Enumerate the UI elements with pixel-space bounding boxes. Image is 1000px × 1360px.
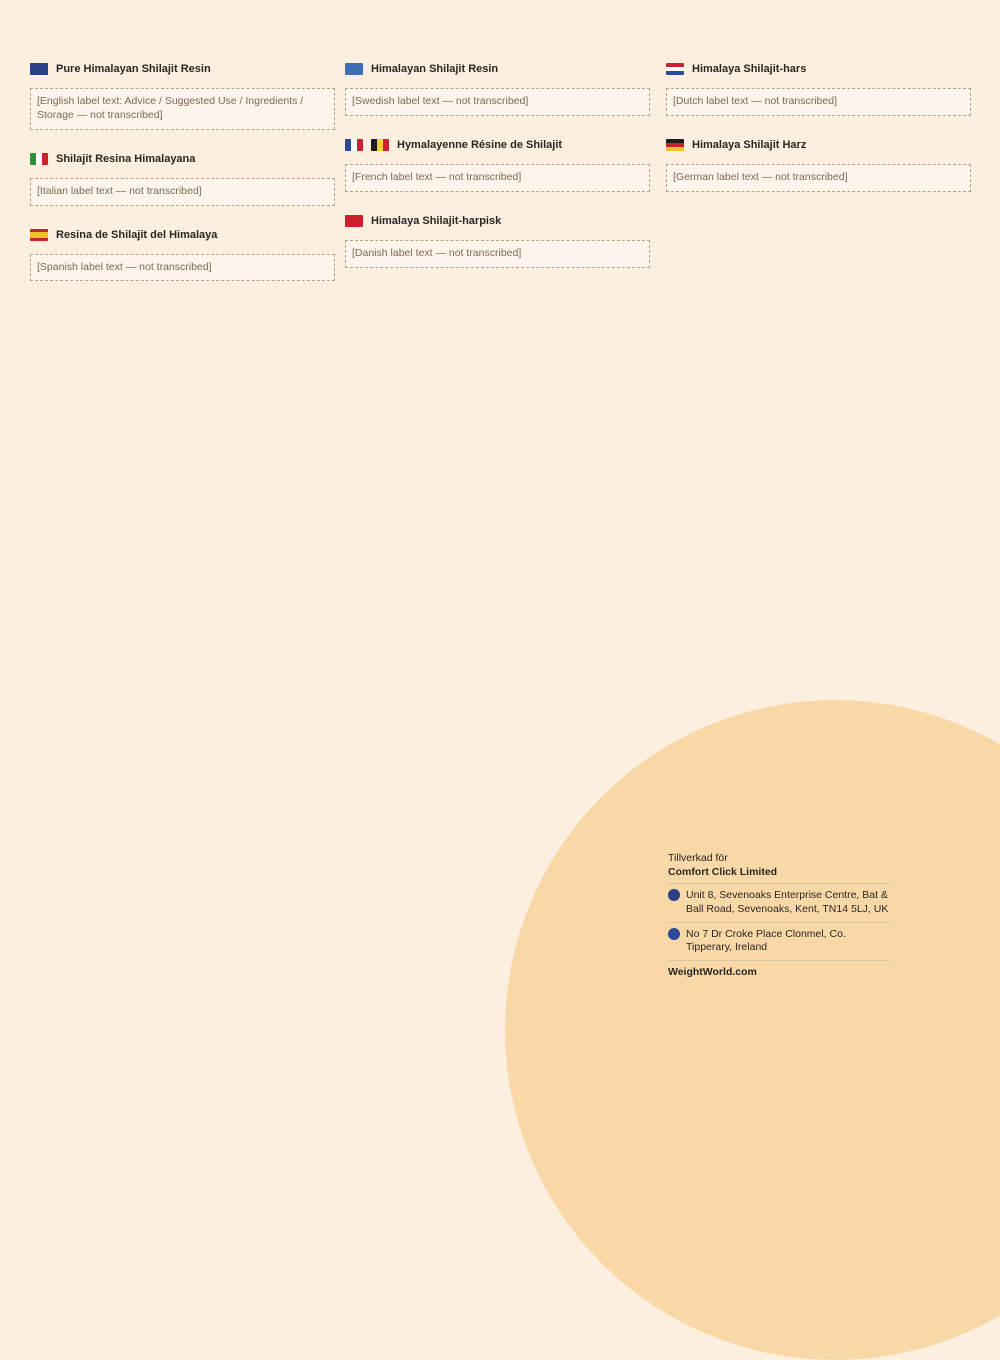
section-body: [Dutch label text — not transcribed] [666,88,971,116]
column-right [666,62,971,214]
italy-flag-icon [30,153,48,165]
decorative-circle [505,700,1000,1360]
spain-flag-icon [30,229,48,241]
sweden-flag-icon [345,63,363,75]
uk-flag-icon [30,63,48,75]
section-title: Himalayan Shilajit Resin [371,63,499,75]
section-french [345,138,650,192]
section-italian [30,152,335,206]
manufacturer-name: Comfort Click Limited [668,865,778,878]
section-title: Pure Himalayan Shilajit Resin [56,63,211,75]
manufacturer-intro: Tillverkad för [668,852,728,864]
netherlands-flag-icon [666,63,684,75]
section-swedish [345,62,650,116]
section-title: Resina de Shilajit del Himalaya [56,228,218,241]
section-title: Himalaya Shilajit Harz [692,138,807,151]
eu-address: No 7 Dr Croke Place Clonmel, Co. Tipperary, Ireland [686,927,846,954]
section-body: [Swedish label text — not transcribed] [345,88,650,116]
eu-flag-icon [668,928,680,940]
section-body: [Danish label text — not transcribed] [345,240,650,268]
section-title: Himalaya Shilajit-hars [692,63,807,75]
section-title: Hymalayenne Résine de Shilajit [397,138,563,151]
column-middle [345,62,650,290]
denmark-flag-icon [345,215,363,227]
section-body: [Italian label text — not transcribed] [30,178,335,206]
brand-url: WeightWorld.com [668,960,890,980]
belgium-flag-icon [371,139,389,151]
section-english [30,62,335,130]
section-dutch [666,62,971,116]
uk-flag-icon [668,889,680,901]
section-title: Shilajit Resina Himalayana [56,152,196,165]
germany-flag-icon [666,139,684,151]
section-danish [345,214,650,268]
section-body: [German label text — not transcribed] [666,164,971,192]
france-flag-icon [345,139,363,151]
manufacturer-block [668,852,890,979]
column-left [30,62,335,303]
section-title: Himalaya Shilajit-harpisk [371,214,502,227]
section-body: [French label text — not transcribed] [345,164,650,192]
section-body: [English label text: Advice / Suggested Use / Ingredients / Storage — not transcribed] [30,88,335,129]
section-german [666,138,971,192]
uk-address: Unit 8, Sevenoaks Enterprise Centre, Bat & Ball Road, Sevenoaks, Kent, TN14 5LJ, UK [686,889,889,915]
section-body: [Spanish label text — not transcribed] [30,254,335,282]
section-spanish [30,228,335,282]
